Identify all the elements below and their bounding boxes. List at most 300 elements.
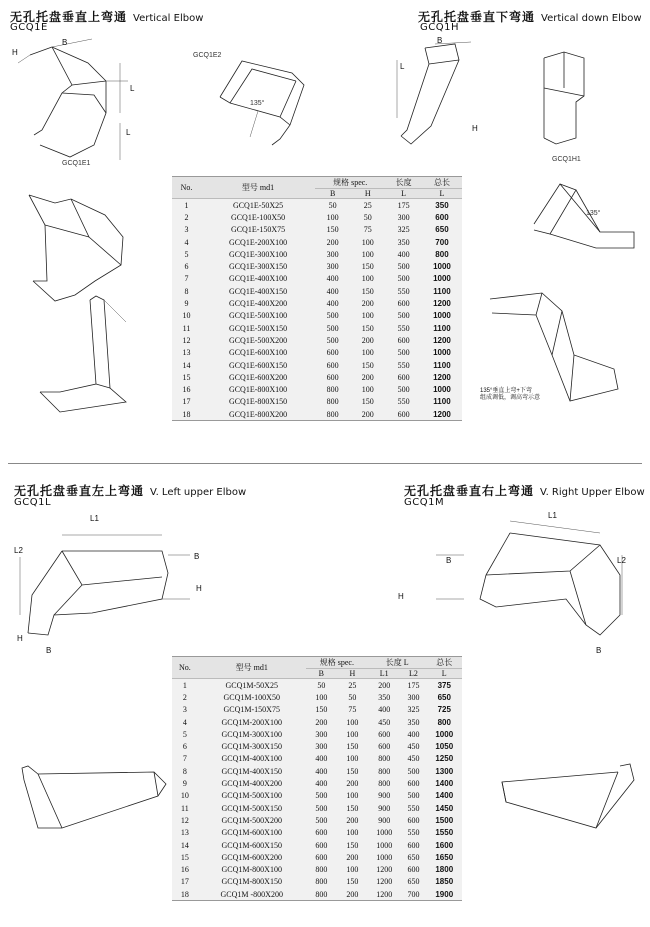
table-cell: 650 [407,852,420,862]
dim-b-label: B [437,36,443,45]
table-cell: 600 [397,335,410,345]
table-cell: GCQ1E-400X200 [228,299,288,309]
angle-label: 135° [250,100,265,107]
table-cell: 650 [435,225,449,235]
table-cell: 2 [184,212,189,222]
table-cell: 600 [407,865,420,875]
table-cell: 600 [407,779,420,789]
table-cell: 1200 [422,408,462,421]
table-cell: 400 [378,705,391,715]
title-cn: 无孔托盘垂直上弯通 [10,10,128,24]
table-cell: 25 [348,680,357,690]
table-cell: 8 [182,766,187,776]
table-cell: 50 [348,692,357,702]
table-cell: 12 [180,815,189,825]
table-cell: 1600 [435,840,454,850]
table-cell: GCQ1M-500X200 [221,815,282,825]
table-row [172,728,462,740]
table-cell: GCQ1M-300X100 [221,729,282,739]
table-cell: 400 [326,299,339,309]
table-cell: 14 [180,840,189,850]
table-cell: 300 [315,742,328,752]
table-cell: 1000 [376,852,393,862]
table-cell: GCQ1M-50X25 [225,680,278,690]
table-cell: 725 [437,705,451,715]
table-row [172,876,462,888]
assembly-note [480,388,540,402]
table-cell: GCQ1M-600X150 [221,840,282,850]
left-upper-drawing-1 [12,515,212,650]
table-cell: GCQ1E-800X100 [228,385,288,395]
dim-l-label: L [126,128,131,137]
table-cell: GCQ1E-400X100 [228,274,288,284]
table-cell: GCQ1M-500X100 [221,791,282,801]
table-cell: 1200 [433,335,451,345]
table-cell: 500 [326,335,339,345]
table-row [172,851,462,863]
table-cell: 300 [407,692,420,702]
col-header-total-l: L [422,189,462,199]
col-header-l1: L1 [368,669,401,679]
table-cell: 100 [361,311,374,321]
table-cell: 400 [315,766,328,776]
dim-b-label: B [446,556,452,565]
table-cell: 800 [378,754,391,764]
table-cell: 100 [346,828,359,838]
table-cell: 13 [180,828,189,838]
table-cell: 1200 [376,865,393,875]
table-cell: 200 [346,852,359,862]
table-cell: 6 [184,262,189,272]
table-cell: 6 [182,742,187,752]
table-cell: 13 [182,348,191,358]
table-cell: 200 [378,680,391,690]
spec-table-gcq1m [172,656,462,901]
table-cell: 150 [346,840,359,850]
table-cell: GCQ1M-400X200 [221,779,282,789]
table-cell: 2 [182,692,187,702]
table-cell: GCQ1E-200X100 [228,237,288,247]
table-cell: 150 [346,742,359,752]
table-cell: 600 [407,840,420,850]
table-row [172,211,462,223]
table-row [172,260,462,272]
table-cell: 150 [326,225,339,235]
dim-b-label: B [194,552,200,561]
title-cn: 无孔托盘垂直右上弯通 [404,484,535,498]
table-cell: 700 [435,237,449,247]
table-cell: 800 [315,408,350,421]
dim-h-label: H [196,584,202,593]
table-cell: GCQ1M-600X100 [221,828,282,838]
table-cell: 1000 [433,262,451,272]
table-cell: 1850 [435,877,454,887]
table-cell: 10 [182,311,191,321]
table-cell: 550 [397,323,410,333]
table-cell: 175 [407,680,420,690]
table-row [172,334,462,346]
table-cell: 150 [315,705,328,715]
table-row [172,310,462,322]
table-cell: 500 [315,803,328,813]
table-cell: 200 [361,335,374,345]
table-cell: GCQ1E-50X25 [232,200,284,210]
table-cell: 500 [326,323,339,333]
table-cell: 200 [361,299,374,309]
table-cell: 50 [363,212,372,222]
col-header-b: B [306,669,337,679]
table-cell: 350 [435,200,449,210]
table-cell: 17 [182,397,191,407]
col-header-length-l: L [385,189,422,199]
table-cell: 150 [361,286,374,296]
vertical-down-drawing-4 [482,285,632,405]
table-cell: 550 [407,828,420,838]
table-cell: 600 [397,299,410,309]
table-cell: 3 [182,705,187,715]
table-cell: GCQ1E-500X100 [228,311,288,321]
table-cell: 500 [315,791,328,801]
table-cell: 300 [397,212,410,222]
table-row [172,236,462,248]
table-cell: 600 [326,348,339,358]
table-cell: 50 [317,680,326,690]
table-row [172,224,462,236]
col-header-model: 型号 md1 [198,657,306,679]
table-cell: GCQ1E-600X200 [228,372,288,382]
table-row [172,297,462,309]
table-cell: 1400 [435,779,454,789]
table-cell: 11 [182,323,191,333]
table-cell: 3 [184,225,189,235]
angle-label: 135° [586,210,601,217]
table-cell: 10 [180,791,189,801]
table-cell: 200 [346,815,359,825]
table-cell: 300 [326,262,339,272]
product-code-gcq1h: GCQ1H [420,22,459,33]
dim-h-label: H [472,124,478,133]
table-cell: 700 [400,888,426,901]
title-en: Vertical Elbow [133,13,204,24]
table-cell: 1 [184,200,189,210]
table-cell: 100 [361,249,374,259]
table-row [172,248,462,260]
note-line: 135°垂直上弯+下弯 [480,388,532,394]
table-cell: 600 [407,815,420,825]
title-en: Vertical down Elbow [541,13,642,24]
table-row [172,814,462,826]
table-cell: GCQ1E-600X100 [228,348,288,358]
vertical-down-drawing-1 [385,40,475,150]
title-cn: 无孔托盘垂直下弯通 [418,10,536,24]
table-cell: 100 [361,237,374,247]
table-cell: 1500 [435,815,454,825]
table-cell: 400 [407,729,420,739]
left-upper-drawing-2 [18,762,168,832]
table-cell: 200 [326,237,339,247]
table-cell: 400 [326,274,339,284]
table-cell: 600 [397,372,410,382]
table-cell: 50 [328,200,337,210]
table-cell: 150 [346,766,359,776]
col-header-h: H [350,189,385,199]
figure-caption-gcq1h1: GCQ1H1 [552,156,581,163]
table-row [172,691,462,703]
table-row [172,827,462,839]
table-cell: 400 [397,249,410,259]
table-cell: 7 [184,274,189,284]
table-cell: 1200 [433,372,451,382]
table-cell: 550 [407,803,420,813]
table-cell: 1200 [376,877,393,887]
table-cell: 1100 [433,397,451,407]
table-cell: 25 [363,200,372,210]
table-cell: GCQ1E-400X150 [228,286,288,296]
table-cell: 100 [361,274,374,284]
table-cell: 15 [182,372,191,382]
table-row [172,740,462,752]
table-cell: GCQ1E-150X75 [230,225,286,235]
dim-b-label: B [596,646,602,655]
table-cell: 600 [435,212,449,222]
table-cell: 150 [361,397,374,407]
table-cell: 200 [315,717,328,727]
table-row [172,199,462,212]
col-header-l2: L2 [400,669,426,679]
dim-h-label: H [12,48,18,57]
table-cell: 14 [182,360,191,370]
table-cell: 600 [378,729,391,739]
figure-caption-gcq1e2: GCQ1E2 [193,52,222,59]
table-cell: GCQ1M-800X100 [221,865,282,875]
table-cell: 150 [361,360,374,370]
table-cell: 1200 [433,299,451,309]
table-cell: 1000 [433,385,451,395]
col-header-spec: 规格 spec. [315,177,385,189]
product-code-gcq1m: GCQ1M [404,497,445,508]
table-cell: 1 [182,680,187,690]
table-cell: GCQ1E-300X150 [228,262,288,272]
table-cell: 500 [397,348,410,358]
table-cell: 800 [326,397,339,407]
table-cell: 500 [397,385,410,395]
dim-b-label: B [62,38,68,47]
product-code-gcq1e: GCQ1E [10,22,48,33]
title-en: V. Left upper Elbow [150,487,247,498]
table-cell: 200 [361,372,374,382]
dim-h-label: H [17,634,23,643]
table-cell: 600 [315,840,328,850]
table-cell: 1550 [435,828,454,838]
table-cell: 1100 [433,323,451,333]
table-cell: 1050 [435,742,454,752]
dim-b-label: B [46,646,52,655]
table-cell: 100 [346,717,359,727]
table-cell: 500 [397,274,410,284]
table-row [172,408,462,421]
table-row [172,322,462,334]
table-cell: 17 [180,877,189,887]
table-cell: GCQ1M-300X150 [221,742,282,752]
table-cell: 100 [346,791,359,801]
table-cell: GCQ1E-800X150 [228,397,288,407]
table-cell: 400 [326,286,339,296]
table-cell: 1900 [426,888,462,901]
table-cell: 450 [407,754,420,764]
table-cell: 8 [184,286,189,296]
vertical-down-drawing-3 [530,180,640,270]
table-cell: 600 [378,742,391,752]
table-cell: 75 [348,705,357,715]
table-cell: GCQ1M-400X150 [221,766,282,776]
table-cell: 100 [346,754,359,764]
table-cell: 1000 [433,348,451,358]
product-code-gcq1l: GCQ1L [14,497,52,508]
title-cn: 无孔托盘垂直左上弯通 [14,484,145,498]
table-cell: GCQ1M-400X100 [221,754,282,764]
table-cell: 1300 [435,766,454,776]
table-cell: 800 [315,877,328,887]
table-cell: 450 [407,742,420,752]
table-cell: 300 [315,729,328,739]
table-row [172,396,462,408]
vertical-down-drawing-2 [540,48,590,148]
col-header-spec: 规格 spec. [306,657,368,669]
vertical-elbow-drawing-1 [10,35,160,165]
dim-l2-label: L2 [14,546,23,555]
table-cell: 175 [397,200,410,210]
table-cell: 550 [397,397,410,407]
table-cell: 350 [407,717,420,727]
table-cell: 550 [397,360,410,370]
table-cell: GCQ1E-100X50 [230,212,286,222]
table-cell: 1000 [433,274,451,284]
table-cell: GCQ1M-500X150 [221,803,282,813]
table-cell: 550 [397,286,410,296]
table-row [172,285,462,297]
table-row [172,371,462,383]
vertical-elbow-drawing-4 [30,292,140,417]
table-cell: 600 [315,828,328,838]
table-cell: 100 [346,865,359,875]
table-cell: 500 [315,815,328,825]
table-cell: 150 [361,323,374,333]
table-cell: 15 [180,852,189,862]
table-cell: 1000 [435,729,454,739]
table-cell: 800 [435,249,449,259]
table-cell: 800 [306,888,337,901]
table-cell: 450 [378,717,391,727]
table-cell: 500 [407,791,420,801]
table-cell: 16 [182,385,191,395]
table-cell: 200 [346,779,359,789]
table-row [172,383,462,395]
table-cell: 200 [337,888,368,901]
table-row [172,839,462,851]
table-cell: 1800 [435,865,454,875]
figure-caption-gcq1e1: GCQ1E1 [62,160,91,167]
table-cell: 350 [397,237,410,247]
table-cell: 75 [363,225,372,235]
table-cell: 9 [182,779,187,789]
table-cell: 1400 [435,791,454,801]
dim-l-label: L [400,62,405,71]
table-cell: 350 [378,692,391,702]
table-cell: 1000 [433,311,451,321]
table-cell: 18 [172,408,201,421]
table-cell: 600 [385,408,422,421]
col-header-no: No. [172,657,198,679]
table-cell: 11 [180,803,189,813]
table-cell: 4 [184,237,189,247]
table-cell: 9 [184,299,189,309]
table-cell: 900 [378,815,391,825]
table-cell: 1250 [435,754,454,764]
table-cell: 900 [378,791,391,801]
table-row [172,273,462,285]
table-cell: 200 [350,408,385,421]
table-row [172,359,462,371]
table-cell: GCQ1M-100X50 [223,692,280,702]
note-line: 组成调低，调高弯示意 [480,395,541,401]
table-cell: GCQ1M-800X150 [221,877,282,887]
col-header-b: B [315,189,350,199]
col-header-total: 总长 [426,657,462,669]
dim-l-label: L [130,84,135,93]
table-cell: 16 [180,865,189,875]
right-upper-drawing-2 [490,762,640,832]
table-cell: 375 [437,680,451,690]
table-cell: GCQ1E-300X100 [228,249,288,259]
table-row [172,347,462,359]
table-cell: GCQ1E-500X150 [228,323,288,333]
table-row [172,704,462,716]
table-cell: GCQ1M-600X200 [221,852,282,862]
spec-table-gcq1e [172,176,462,421]
table-cell: 4 [182,717,187,727]
dim-l1-label: L1 [548,511,557,520]
table-cell: 650 [437,692,451,702]
table-cell: 800 [378,766,391,776]
table-cell: 12 [182,335,191,345]
table-cell: 100 [346,729,359,739]
table-cell: 100 [361,385,374,395]
table-cell: 300 [326,249,339,259]
table-cell: 800 [315,865,328,875]
table-cell: 1000 [376,840,393,850]
table-cell: GCQ1M-200X100 [221,717,282,727]
table-cell: 5 [184,249,189,259]
table-cell: 1100 [433,360,451,370]
table-cell: 150 [346,877,359,887]
section-divider [8,463,642,464]
table-cell: 500 [397,262,410,272]
table-row [172,790,462,802]
table-row [172,679,462,692]
table-cell: GCQ1M-150X75 [223,705,280,715]
table-cell: 800 [326,385,339,395]
table-cell: 7 [182,754,187,764]
table-cell: GCQ1M -800X200 [198,888,306,901]
table-cell: 600 [326,360,339,370]
table-cell: 100 [315,692,328,702]
col-header-model: 型号 md1 [201,177,315,199]
table-row [172,716,462,728]
table-row [172,863,462,875]
table-row [172,888,462,901]
table-cell: GCQ1E-800X200 [201,408,315,421]
table-cell: 1000 [376,828,393,838]
